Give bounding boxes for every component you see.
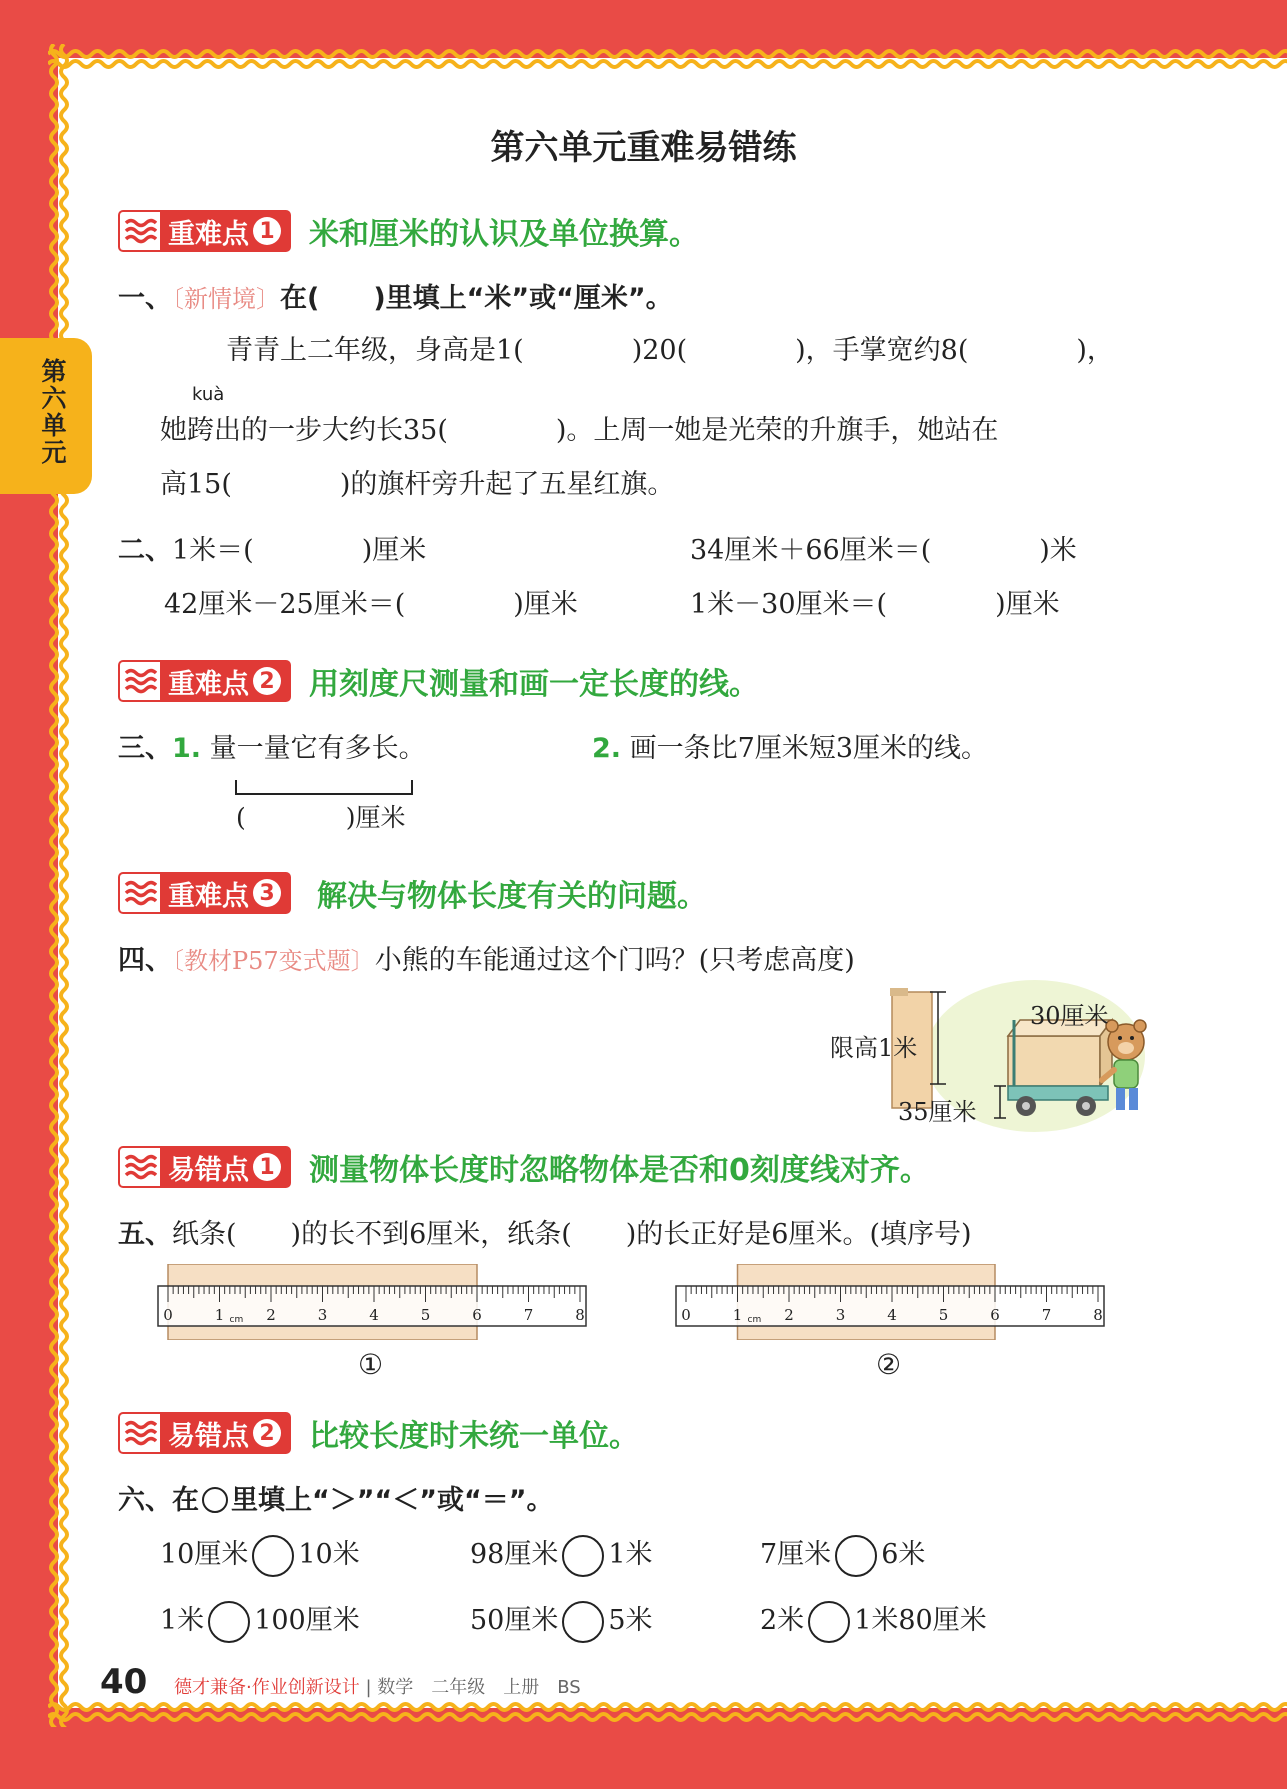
question-number: 六、 [118, 1485, 172, 1516]
ruler-tick-label: 8 [1093, 1306, 1103, 1324]
ruler-1-label: ① [358, 1348, 384, 1381]
compare-left: 10厘米 [160, 1539, 249, 1570]
ruler-2-label: ② [876, 1348, 902, 1381]
section-title: 米和厘米的认识及单位换算。 [309, 217, 699, 252]
cart-height-label: 35厘米 [898, 1098, 977, 1126]
section-header-2 [118, 660, 759, 702]
ruler-tick-label: 2 [266, 1306, 276, 1324]
section-badge [118, 1146, 291, 1188]
question-2-a [118, 528, 426, 567]
part-text: 画一条比7厘米短3厘米的线。 [629, 733, 988, 764]
ruler-tick-label: 7 [523, 1306, 534, 1324]
section-title: 测量物体长度时忽略物体是否和0刻度线对齐。 [309, 1153, 930, 1188]
section-badge [118, 872, 291, 914]
ruler-tick-label: 5 [938, 1306, 949, 1324]
badge-number: 2 [253, 1419, 281, 1447]
question-text: 纸条( )的长不到6厘米，纸条( )的长正好是6厘米。(填序号) [172, 1219, 972, 1250]
left-wavy-border [44, 44, 74, 1727]
ruler-1 [156, 1264, 592, 1340]
compare-answer-circle[interactable] [252, 1535, 294, 1577]
part-text: 量一量它有多长。 [209, 733, 426, 764]
badge-label: 易错点 [168, 1154, 249, 1186]
ruler-tick-label: 3 [317, 1306, 328, 1324]
part-number: 1. [172, 733, 202, 764]
footer-info [174, 1673, 581, 1699]
footer-brand: 德才兼备·作业创新设计 [174, 1677, 360, 1698]
compare-item-2 [470, 1532, 653, 1577]
question-text: 小熊的车能通过这个门吗？(只考虑高度) [374, 945, 855, 976]
question-1-line-1: 青青上二年级，身高是1( )20( )，手掌宽约8( )， [226, 335, 1114, 366]
badge-number: 1 [253, 1153, 281, 1181]
question-1-line-3: 高15( )的旗杆旁升起了五星红旗。 [160, 469, 675, 500]
compare-item-6 [760, 1598, 987, 1643]
compare-right: 10米 [298, 1539, 360, 1570]
compare-left: 50厘米 [470, 1605, 559, 1636]
compare-answer-circle[interactable] [208, 1601, 250, 1643]
compare-left: 1米 [160, 1605, 205, 1636]
badge-label: 重难点 [168, 668, 249, 700]
ruler-tick-label: 2 [784, 1306, 794, 1324]
ruler-tick-label: 7 [1041, 1306, 1052, 1324]
wave-icon [120, 1148, 160, 1186]
section-title: 比较长度时未统一单位。 [309, 1419, 639, 1454]
wave-icon [120, 662, 160, 700]
question-3-part-1 [118, 726, 426, 765]
ruler-tick-label: 0 [163, 1306, 173, 1324]
question-2-d: 1米－30厘米＝( )厘米 [690, 589, 1060, 620]
compare-item-1 [160, 1532, 360, 1577]
pinyin-kua: kuà [192, 384, 225, 405]
badge-number: 3 [253, 879, 281, 907]
compare-right: 5米 [608, 1605, 653, 1636]
ruler-tick-label: 8 [575, 1306, 585, 1324]
badge-label: 重难点 [168, 218, 249, 250]
circle-symbol [202, 1487, 228, 1513]
badge-number: 1 [253, 217, 281, 245]
question-3-part-2 [592, 726, 988, 765]
ruler-tick-label: 3 [835, 1306, 846, 1324]
ruler-tick-label: 4 [369, 1306, 379, 1324]
question-text: 在( )里填上“米”或“厘米”。 [280, 283, 673, 314]
question-1-line-2: 她跨出的一步大约长35( )。上周一她是光荣的升旗手，她站在 [160, 415, 999, 446]
question-text: 里填上“＞”“＜”或“＝”。 [231, 1485, 554, 1516]
question-4-prompt [118, 938, 855, 977]
question-5-prompt [118, 1212, 972, 1251]
ruler-2 [674, 1264, 1110, 1340]
section-badge [118, 210, 291, 252]
section-header-4 [118, 1146, 930, 1188]
compare-answer-circle[interactable] [808, 1601, 850, 1643]
question-number: 一、 [118, 283, 172, 314]
compare-answer-circle[interactable] [562, 1535, 604, 1577]
question-number: 四、 [118, 945, 172, 976]
badge-number: 2 [253, 667, 281, 695]
part-number: 2. [592, 733, 622, 764]
compare-right: 100厘米 [254, 1605, 360, 1636]
section-header-5 [118, 1412, 639, 1454]
badge-label: 重难点 [168, 880, 249, 912]
question-number: 三、 [118, 733, 172, 764]
compare-right: 6米 [881, 1539, 926, 1570]
section-title: 用刻度尺测量和画一定长度的线。 [309, 667, 759, 702]
ruler-tick-label: 1 [732, 1306, 743, 1324]
unit-side-tab [0, 338, 92, 494]
question-2-b: 34厘米＋66厘米＝( )米 [690, 535, 1077, 566]
wave-icon [120, 1414, 160, 1452]
compare-right: 1米80厘米 [854, 1605, 987, 1636]
question-tag: 〔教材P57变式题〕 [172, 947, 375, 975]
question-text: 在 [172, 1485, 199, 1516]
ruler-tick-label: 6 [990, 1306, 1000, 1324]
top-wavy-border [48, 44, 1287, 74]
ruler-unit-label: cm [229, 1315, 244, 1325]
question-6-prompt [118, 1478, 553, 1517]
section-header-1 [118, 210, 699, 252]
compare-item-4 [160, 1598, 360, 1643]
footer-meta: 数学 二年级 上册 BS [377, 1677, 581, 1698]
wave-icon [120, 874, 160, 912]
ruler-tick-label: 5 [420, 1306, 431, 1324]
question-2-a-text: 1米＝( )厘米 [172, 535, 427, 566]
section-header-3 [118, 872, 707, 914]
limit-label: 限高1米 [830, 1034, 918, 1062]
compare-answer-circle[interactable] [835, 1535, 877, 1577]
section-badge [118, 660, 291, 702]
section-badge [118, 1412, 291, 1454]
ruler-tick-label: 0 [681, 1306, 691, 1324]
ruler-tick-label: 4 [887, 1306, 897, 1324]
ruler-unit-label: cm [747, 1315, 762, 1325]
unit-side-tab-label: 第六单元 [38, 358, 67, 466]
compare-right: 1米 [608, 1539, 653, 1570]
compare-left: 98厘米 [470, 1539, 559, 1570]
ruler-tick-label: 6 [472, 1306, 482, 1324]
question-number: 五、 [118, 1219, 172, 1250]
compare-answer-circle[interactable] [562, 1601, 604, 1643]
page-number: 40 [100, 1662, 148, 1702]
question-1-prompt [118, 276, 673, 315]
measure-segment [234, 778, 416, 798]
wave-icon [120, 212, 160, 250]
compare-item-5 [470, 1598, 653, 1643]
question-tag: 〔新情境〕 [172, 285, 280, 313]
section-title: 解决与物体长度有关的问题。 [317, 879, 707, 914]
question-number: 二、 [118, 535, 172, 566]
badge-label: 易错点 [168, 1420, 249, 1452]
compare-left: 7厘米 [760, 1539, 832, 1570]
footer-divider: | [359, 1677, 378, 1698]
compare-left: 2米 [760, 1605, 805, 1636]
bottom-wavy-border [48, 1697, 1287, 1727]
question-2-c: 42厘米－25厘米＝( )厘米 [164, 589, 578, 620]
box-height-label: 30厘米 [1030, 1002, 1109, 1030]
page-title: 第六单元重难易错练 [490, 128, 797, 168]
question-3-answer: ( )厘米 [236, 803, 406, 832]
compare-item-3 [760, 1532, 925, 1577]
ruler-tick-label: 1 [214, 1306, 225, 1324]
